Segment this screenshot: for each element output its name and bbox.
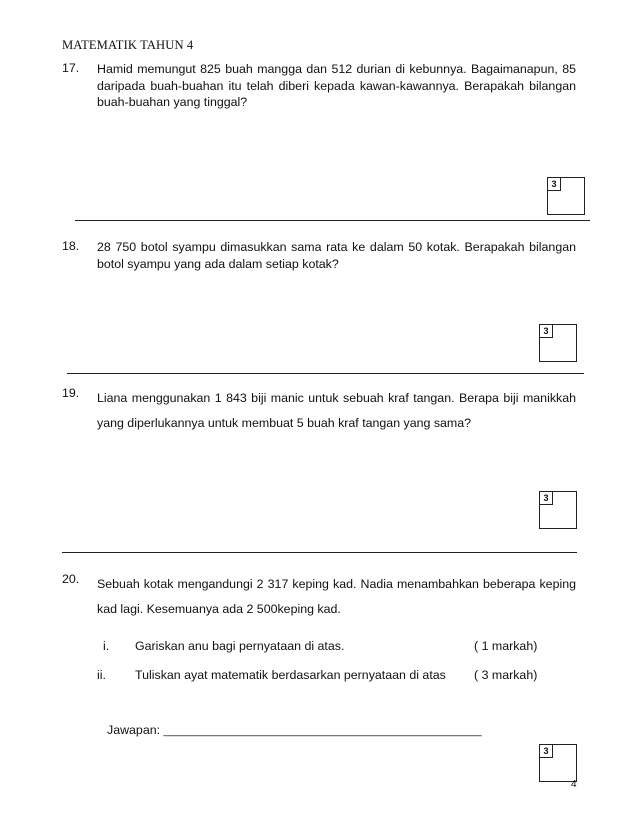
question-20-part-ii-number: ii. <box>97 668 106 682</box>
mark-box-20 <box>539 744 577 782</box>
divider-17 <box>75 220 590 221</box>
mark-box-20-value: 3 <box>540 745 553 758</box>
question-20-part-i-number: i. <box>103 639 110 653</box>
question-20-number: 20. <box>62 572 80 586</box>
question-19-text: Liana menggunakan 1 843 biji manic untuk sebuah kraf tangan. Berapa biji manikkah yang diperlukannya untuk membuat 5 buah kraf tangan yang sama? <box>97 391 576 430</box>
question-19-number: 19. <box>62 386 80 400</box>
question-18-number: 18. <box>62 239 80 253</box>
page-header: MATEMATIK TAHUN 4 <box>62 38 194 52</box>
divider-18 <box>67 373 584 374</box>
page-number: 4 <box>571 779 577 790</box>
question-20-part-i-marks: ( 1 markah) <box>474 639 538 653</box>
mark-box-18 <box>539 324 577 362</box>
question-17-number: 17. <box>62 61 80 75</box>
mark-box-17 <box>547 177 585 215</box>
question-20-part-i-text: Gariskan anu bagi pernyataan di atas. <box>135 639 345 653</box>
mark-box-19 <box>539 491 577 529</box>
divider-19 <box>62 552 577 553</box>
question-18-text: 28 750 botol syampu dimasukkan sama rata ke dalam 50 kotak. Berapakah bilangan botol syampu yang ada dalam setiap kotak? <box>97 240 576 271</box>
question-20-text: Sebuah kotak mengandungi 2 317 keping kad. Nadia menambahkan beberapa keping kad lagi. Kesemuanya ada 2 500keping kad. <box>97 577 576 616</box>
question-20-part-ii-marks: ( 3 markah) <box>474 668 538 682</box>
mark-box-19-value: 3 <box>540 492 553 505</box>
mark-box-18-value: 3 <box>540 325 553 338</box>
answer-line[interactable] <box>107 723 482 737</box>
question-17-text: Hamid memungut 825 buah mangga dan 512 durian di kebunnya. Bagaimanapun, 85 daripada buah-buahan itu telah diberi kepada kawan-kawannya. Berapakah bilangan buah-buahan yang tinggal? <box>97 62 576 109</box>
answer-label: Jawapan: <box>107 723 164 737</box>
answer-blank: ____________________________________________________ <box>163 725 482 737</box>
mark-box-17-value: 3 <box>548 178 561 191</box>
question-20-part-ii-text: Tuliskan ayat matematik berdasarkan pernyataan di atas <box>135 668 446 682</box>
